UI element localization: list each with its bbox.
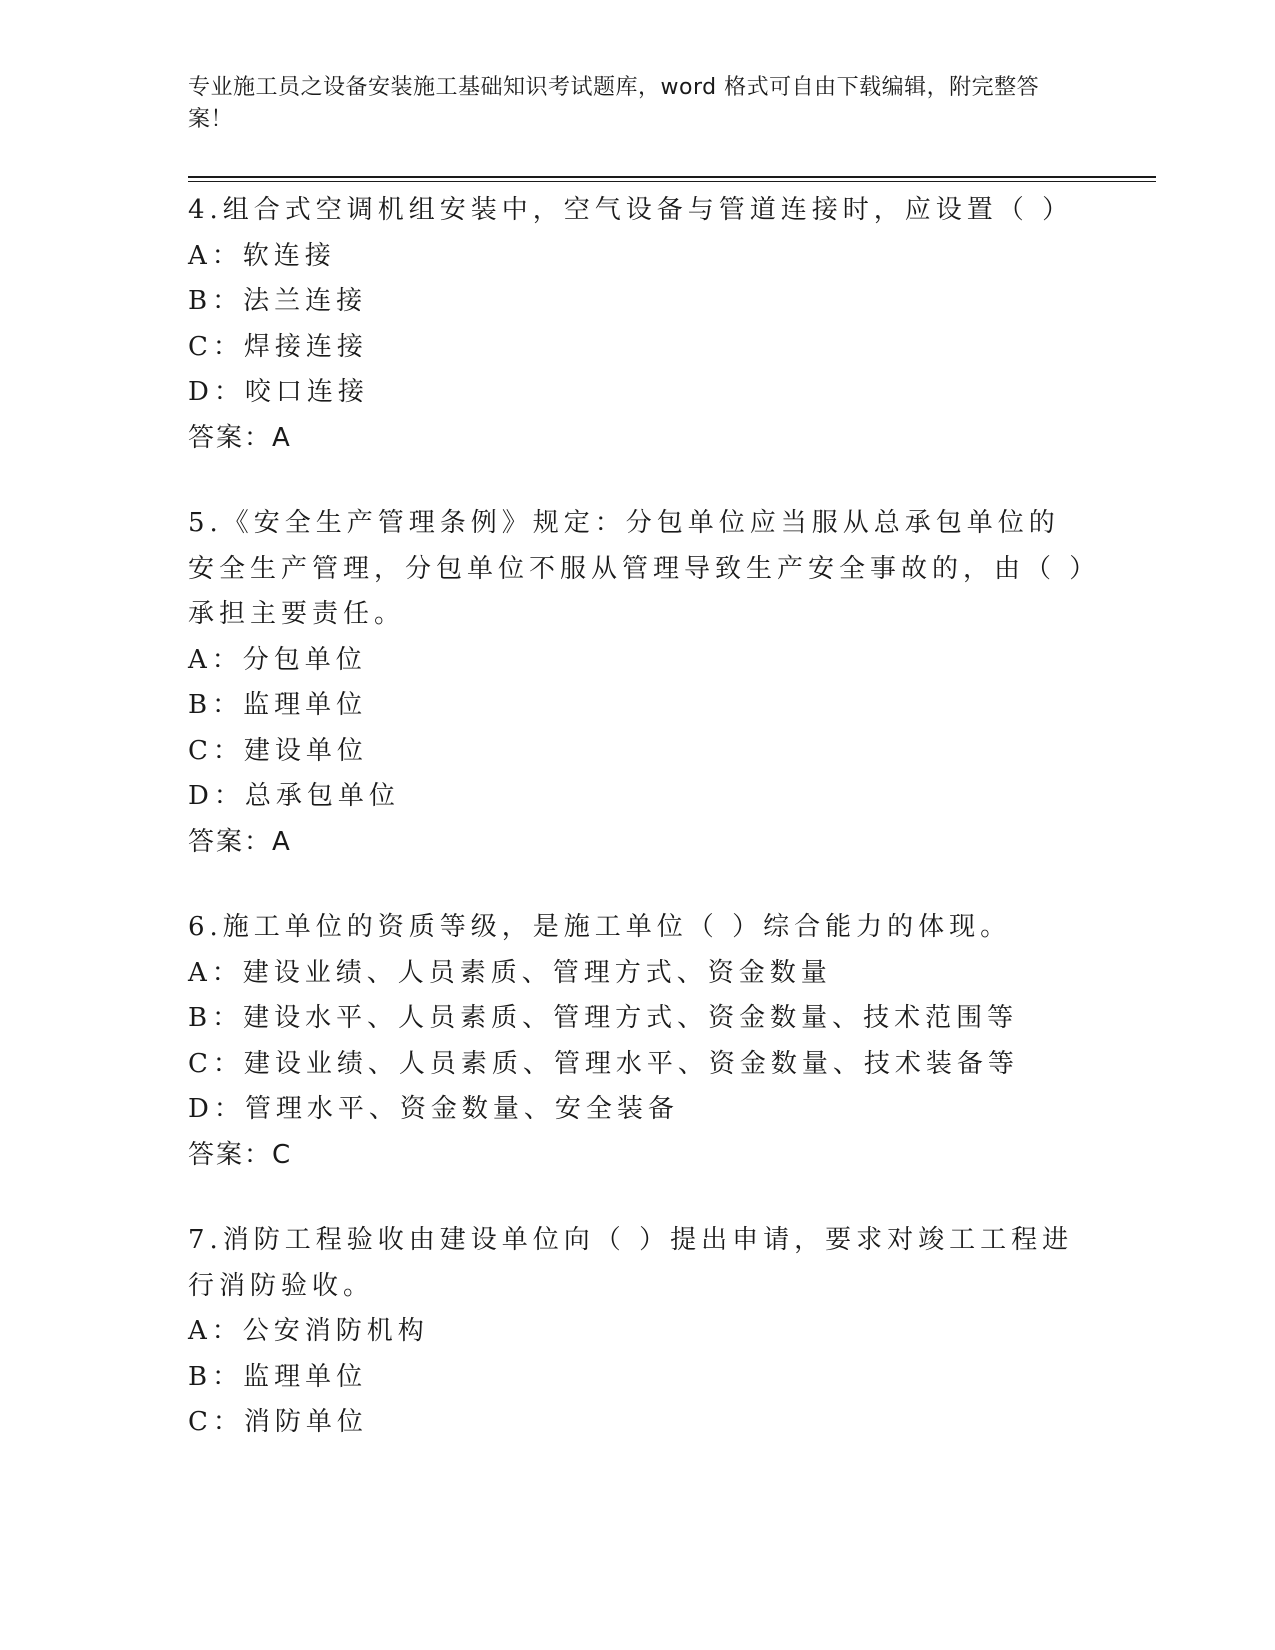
question-stem: 6.施工单位的资质等级，是施工单位（ ）综合能力的体现。 <box>188 912 1012 942</box>
option-c: C：消防单位 <box>188 1407 368 1437</box>
option-a: A：软连接 <box>188 240 336 271</box>
option-a: A：分包单位 <box>188 644 367 675</box>
option-c: C：焊接连接 <box>188 331 368 362</box>
question-stem: 4.组合式空调机组安装中，空气设备与管道连接时，应设置（ ） <box>188 195 1074 225</box>
question-5 <box>188 501 1088 865</box>
answer-line: 答案：A <box>188 422 292 453</box>
option-a: A：公安消防机构 <box>188 1316 429 1346</box>
question-7 <box>188 1218 1088 1446</box>
answer-line: 答案：C <box>188 1139 293 1170</box>
option-c: C：建设单位 <box>188 735 368 766</box>
option-d: D：总承包单位 <box>188 781 400 811</box>
question-4 <box>188 188 1088 461</box>
question-list <box>188 188 1088 1486</box>
question-stem: 7.消防工程验收由建设单位向（ ）提出申请，要求对竣工工程进行消防验收。 <box>188 1225 1074 1301</box>
option-b: B：建设水平、人员素质、管理方式、资金数量、技术范围等 <box>188 1003 1019 1033</box>
option-b: B：法兰连接 <box>188 286 368 316</box>
document-header: 专业施工员之设备安装施工基础知识考试题库，word 格式可自由下载编辑，附完整答案！ <box>188 75 1040 132</box>
option-b: B：监理单位 <box>188 690 368 720</box>
question-6 <box>188 905 1088 1178</box>
question-stem: 5.《安全生产管理条例》规定：分包单位应当服从总承包单位的安全生产管理，分包单位不服从管理导致生产安全事故的，由（ ）承担主要责任。 <box>188 508 1088 629</box>
option-c: C：建设业绩、人员素质、管理水平、资金数量、技术装备等 <box>188 1048 1019 1079</box>
option-d: D：咬口连接 <box>188 377 369 407</box>
option-d: D：管理水平、资金数量、安全装备 <box>188 1094 679 1124</box>
answer-line: 答案：A <box>188 826 292 857</box>
option-b: B：监理单位 <box>188 1361 368 1392</box>
option-a: A：建设业绩、人员素质、管理方式、资金数量 <box>188 957 832 988</box>
header-divider <box>188 176 1156 178</box>
header-divider-thin <box>188 181 1156 182</box>
